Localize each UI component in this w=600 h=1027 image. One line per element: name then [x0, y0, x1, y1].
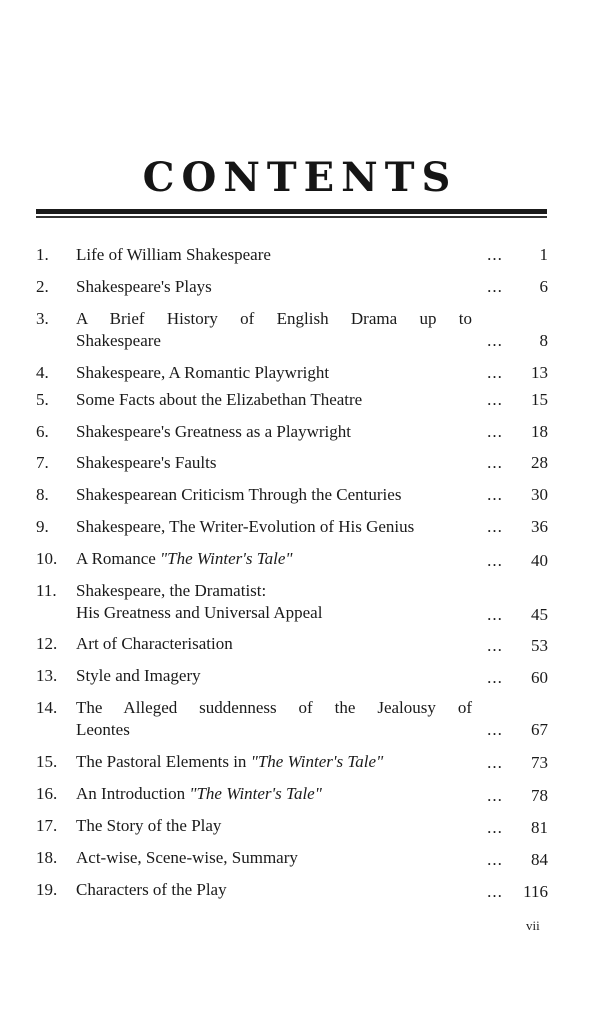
toc-entry-page: 18: [531, 422, 548, 441]
toc-entry-leader: ...: [487, 390, 503, 409]
toc-entry-page: 78: [531, 786, 548, 805]
toc-entry-title: Shakespeare, A Romantic Playwright: [76, 363, 330, 382]
toc-entry-number: 18.: [36, 848, 58, 867]
toc-entry-page: 13: [531, 363, 548, 382]
toc-entry-title: [76, 580, 476, 624]
toc-entry-number: 11.: [36, 581, 57, 600]
toc-entry-leader: ...: [487, 422, 503, 441]
toc-entry-number: 6.: [36, 422, 49, 441]
toc-entry-leader: ...: [487, 551, 503, 570]
toc-entry-title: Art of Characterisation: [76, 634, 233, 653]
toc-entry-leader: ...: [487, 485, 503, 504]
toc-entry-number: 17.: [36, 816, 58, 835]
toc-entry-title-text: An Introduction: [76, 784, 190, 803]
toc-entry-number: 15.: [36, 752, 58, 771]
toc-entry-title: Shakespeare's Greatness as a Playwright: [76, 422, 351, 441]
toc-entry-title-italic: "The Winter's Tale": [160, 549, 293, 568]
toc-entry-leader: ...: [487, 453, 503, 472]
toc-entry-number: 7.: [36, 453, 49, 472]
toc-entry-leader: ...: [487, 786, 503, 805]
toc-entry-title: Characters of the Play: [76, 880, 227, 899]
toc-entry-title-line: The Alleged suddenness of the Jealousy of: [76, 698, 472, 717]
toc-entry-leader: ...: [487, 882, 503, 901]
toc-entry-title: Shakespeare, The Writer-Evolution of His Genius: [76, 517, 415, 536]
toc-entry-number: 19.: [36, 880, 58, 899]
page-title: CONTENTS: [142, 154, 458, 201]
toc-entry-title-line: Shakespeare, the Dramatist:: [76, 581, 267, 600]
toc-entry-title: [76, 548, 476, 570]
toc-entry-page: 45: [531, 605, 548, 624]
toc-entry-title: Shakespeare's Faults: [76, 453, 217, 472]
toc-entry-title: [76, 697, 472, 741]
toc-entry-page: 30: [531, 485, 548, 504]
toc-entry-title-line: Leontes: [76, 720, 130, 739]
toc-entry-title-line: Shakespeare: [76, 331, 161, 350]
toc-entry-page: 81: [531, 818, 548, 837]
toc-entry-number: 13.: [36, 666, 58, 685]
toc-entry-title: Shakespearean Criticism Through the Centuries: [76, 485, 402, 504]
toc-entry-number: 14.: [36, 698, 58, 717]
toc-entry-page: 1: [539, 245, 548, 264]
toc-entry-number: 8.: [36, 485, 49, 504]
toc-entry-title-text: A Romance: [76, 549, 161, 568]
toc-entry-number: 2.: [36, 277, 49, 296]
toc-entry-leader: ...: [487, 720, 503, 739]
toc-entry-leader: ...: [487, 605, 503, 624]
toc-entry-title: Life of William Shakespeare: [76, 245, 271, 264]
toc-entry-number: 12.: [36, 634, 58, 653]
toc-entry-page: 116: [523, 882, 548, 901]
toc-entry-leader: ...: [487, 818, 503, 837]
toc-entry-number: 16.: [36, 784, 58, 803]
toc-entry-title-text: The Pastoral Elements in: [76, 752, 251, 771]
toc-entry-leader: ...: [487, 517, 503, 536]
toc-entry-leader: ...: [487, 850, 503, 869]
page-number: vii: [526, 918, 540, 933]
toc-entry-title: The Story of the Play: [76, 816, 222, 835]
toc-entry-title-line: A Brief History of English Drama up to: [76, 309, 472, 328]
toc-entry-page: 28: [531, 453, 548, 472]
toc-entry-title-italic: "The Winter's Tale": [250, 752, 384, 771]
toc-entry-page: 6: [539, 277, 548, 296]
toc-entry-title: [76, 308, 472, 352]
toc-entry-number: 5.: [36, 390, 49, 409]
toc-entry-title: Shakespeare's Plays: [76, 277, 212, 296]
toc-entry-leader: ...: [487, 753, 503, 772]
toc-entry-leader: ...: [487, 277, 503, 296]
toc-entry-leader: ...: [487, 331, 503, 350]
toc-entry-title-line: His Greatness and Universal Appeal: [76, 603, 323, 622]
toc-entry-page: 8: [539, 331, 548, 350]
toc-entry-title: [76, 751, 476, 773]
toc-entry-page: 84: [531, 850, 548, 869]
toc-entry-number: 9.: [36, 517, 49, 536]
toc-entry-leader: ...: [487, 668, 503, 687]
toc-entry-page: 73: [531, 753, 548, 772]
toc-entry-page: 36: [531, 517, 548, 536]
toc-entry-number: 1.: [36, 245, 49, 264]
toc-entry-leader: ...: [487, 636, 503, 655]
toc-entry-page: 67: [531, 720, 548, 739]
toc-entry-page: 60: [531, 668, 548, 687]
toc-entry-page: 40: [531, 551, 548, 570]
toc-entry-page: 15: [531, 390, 548, 409]
toc-entry-number: 10.: [36, 549, 58, 568]
toc-entry-title-italic: "The Winter's Tale": [189, 784, 322, 803]
toc-entry-page: 53: [531, 636, 548, 655]
toc-entry-leader: ...: [487, 245, 503, 264]
toc-entry-title: Style and Imagery: [76, 666, 201, 685]
toc-entry-title: Some Facts about the Elizabethan Theatre: [76, 390, 363, 409]
toc-entry-number: 4.: [36, 363, 49, 382]
toc-entry-title: [76, 783, 476, 805]
toc-entry-number: 3.: [36, 309, 49, 328]
toc-entry-title: Act-wise, Scene-wise, Summary: [76, 848, 298, 867]
toc-entry-leader: ...: [487, 363, 503, 382]
